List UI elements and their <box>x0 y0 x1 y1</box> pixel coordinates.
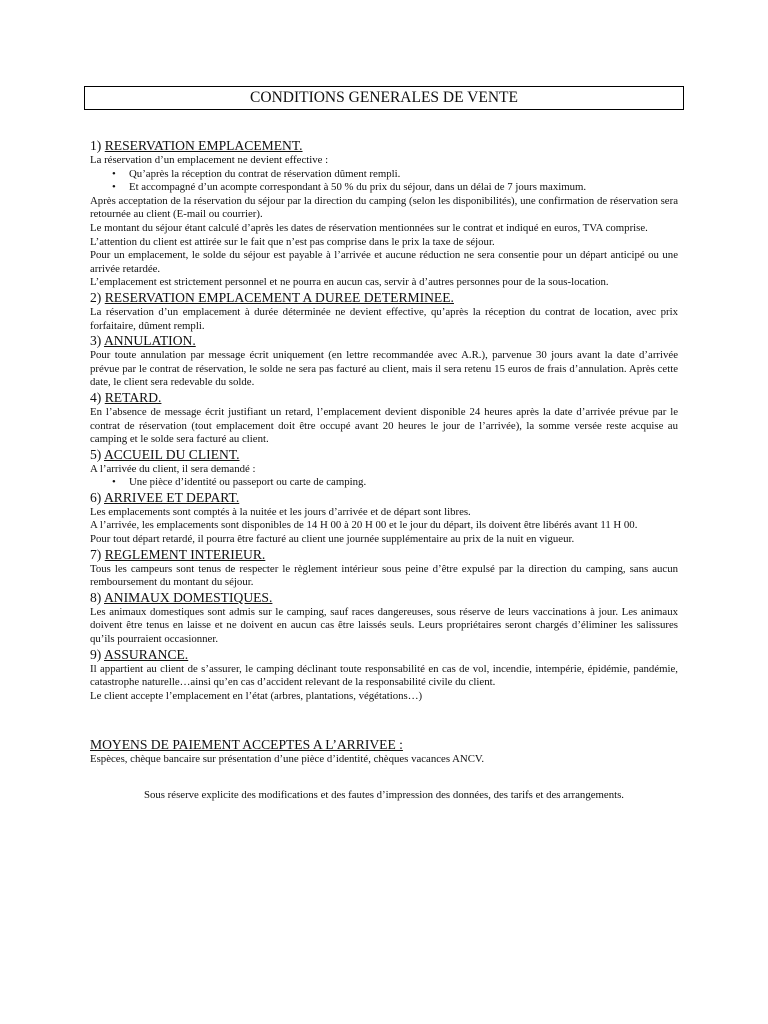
document-title: CONDITIONS GENERALES DE VENTE <box>84 86 684 110</box>
section-heading <box>90 138 678 154</box>
section-annulation <box>90 333 678 390</box>
section-title: ASSURANCE. <box>103 646 189 662</box>
paragraph: Les emplacements sont comptés à la nuitée et les jours d’arrivée et de départ sont libres. <box>90 505 471 518</box>
section-title: RETARD. <box>104 389 162 405</box>
section-heading <box>90 547 678 563</box>
section-animaux-domestiques <box>90 590 678 647</box>
section-number: 6) <box>90 489 102 505</box>
section-number: 5) <box>90 446 102 462</box>
section-heading <box>90 590 678 606</box>
paragraph: En l’absence de message écrit justifiant un retard, l’emplacement devient disponible 24 heures après la date d’arrivée prévue par le contrat de réservation (tout emplacement doit être occupé avant 20 heures le jour de l’arrivée), la somme versée reste acquise au camping et le solde sera facturé au client. <box>90 405 678 446</box>
section-title: ANIMAUX DOMESTIQUES. <box>103 589 273 605</box>
section-heading <box>90 290 678 306</box>
bullet-icon: • <box>112 476 116 489</box>
section-title: RESERVATION EMPLACEMENT. <box>104 138 303 153</box>
section-heading <box>90 647 678 663</box>
payment-text: Espèces, chèque bancaire sur présentation d’une pièce d’identité, chèques vacances ANCV. <box>90 753 485 766</box>
section-number: 4) <box>90 389 102 405</box>
paragraph: Le client accepte l’emplacement en l’état (arbres, plantations, végétations…) <box>90 689 423 702</box>
paragraph: Tous les campeurs sont tenus de respecter le règlement intérieur sous peine d’être expulsé par la direction du camping, sans aucun remboursement du montant du séjour. <box>90 562 678 589</box>
bullet-item: • Et accompagné d’un acompte correspondant à 50 % du prix du séjour, dans un délai de 7 jours maximum. <box>112 181 587 194</box>
section-heading <box>90 490 678 506</box>
section-number: 7) <box>90 546 102 562</box>
section-title: ANNULATION. <box>103 333 196 349</box>
paragraph: A l’arrivée, les emplacements sont disponibles de 14 H 00 à 20 H 00 et le jour du départ, ils doivent être libérés avant 11 H 00. <box>90 519 638 532</box>
section-retard <box>90 390 678 447</box>
bullet-icon: • <box>112 167 116 180</box>
paragraph: Pour tout départ retardé, il pourra être facturé au client une journée supplémentaire au prix de la nuit en vigueur. <box>90 533 575 546</box>
paragraph: Après acceptation de la réservation du séjour par la direction du camping (selon les disponibilités), une confirmation de réservation sera retournée au client (E-mail ou courrier). <box>90 194 678 221</box>
section-title: ARRIVEE ET DEPART. <box>103 489 240 505</box>
section-heading <box>90 447 678 463</box>
section-arrivee-depart <box>90 490 678 547</box>
bullet-item: • Qu’après la réception du contrat de réservation dûment rempli. <box>112 167 401 180</box>
section-payment-methods <box>90 737 678 767</box>
section-heading <box>90 390 678 406</box>
paragraph: La réservation d’un emplacement à durée déterminée ne devient effective, qu’après la réception du contrat de location, avec prix forfaitaire, dûment rempli. <box>90 305 678 332</box>
paragraph: Les animaux domestiques sont admis sur le camping, sauf races dangereuses, sous réserve de leurs vaccinations à jour. Les animaux doivent être tenus en laisse et ne doivent en aucun cas être laissés seuls. Leurs propriétaires seront chargés d’éliminer les salissures qu’ils pourraient occasionner. <box>90 605 678 646</box>
section-reservation-duree-determinee <box>90 290 678 333</box>
section-title: RESERVATION EMPLACEMENT A DUREE DETERMINEE. <box>104 289 454 305</box>
section-title: REGLEMENT INTERIEUR. <box>104 546 266 562</box>
paragraph: L’emplacement est strictement personnel et ne pourra en aucun cas, servir à d’autres personnes pour de la sous-location. <box>90 276 609 289</box>
section-heading <box>90 333 678 349</box>
footer-disclaimer: Sous réserve explicite des modifications et des fautes d’impression des données, des tarifs et des arrangements. <box>143 789 625 801</box>
bullet-list <box>90 476 678 490</box>
section-intro: A l’arrivée du client, il sera demandé : <box>90 462 256 475</box>
section-number: 3) <box>90 333 102 349</box>
section-reservation-emplacement <box>90 138 678 290</box>
bullet-list <box>90 168 678 195</box>
section-number: 9) <box>90 646 102 662</box>
section-intro: La réservation d’un emplacement ne devient effective : <box>90 154 329 166</box>
document-body <box>90 138 678 803</box>
payment-heading: MOYENS DE PAIEMENT ACCEPTES A L’ARRIVEE : <box>90 737 403 753</box>
paragraph: Il appartient au client de s’assurer, le camping déclinant toute responsabilité en cas de vol, incendie, intempérie, épidémie, pandémie, catastrophe naturelle…ainsi qu’en cas d’accident relevant de la responsabilité civile du client. <box>90 662 678 689</box>
section-accueil-client <box>90 447 678 490</box>
section-number: 8) <box>90 589 102 605</box>
paragraph: Le montant du séjour étant calculé d’après les dates de réservation mentionnées sur le contrat et indiqué en euros, TVA comprise. <box>90 221 648 234</box>
section-reglement-interieur <box>90 547 678 590</box>
paragraph: Pour un emplacement, le solde du séjour est payable à l’arrivée et aucune réduction ne sera consentie pour un départ anticipé ou une arrivée retardée. <box>90 249 678 275</box>
section-title: ACCUEIL DU CLIENT. <box>103 446 240 462</box>
paragraph: Pour toute annulation par message écrit uniquement (en lettre recommandée avec A.R.), parvenue 30 jours avant la date d’arrivée prévue par le contrat de réservation, le solde ne sera pas facturé au client, mais il sera retenu 15 euros de frais d’annulation. Après cette date, le client sera redevable du solde. <box>90 349 678 389</box>
section-number: 2) <box>90 289 102 305</box>
section-assurance <box>90 647 678 704</box>
bullet-item: • Une pièce d’identité ou passeport ou carte de camping. <box>112 476 367 489</box>
bullet-icon: • <box>112 181 116 194</box>
section-number: 1) <box>90 138 102 153</box>
paragraph: L’attention du client est attirée sur le fait que n’est pas comprise dans le prix la taxe de séjour. <box>90 235 495 248</box>
